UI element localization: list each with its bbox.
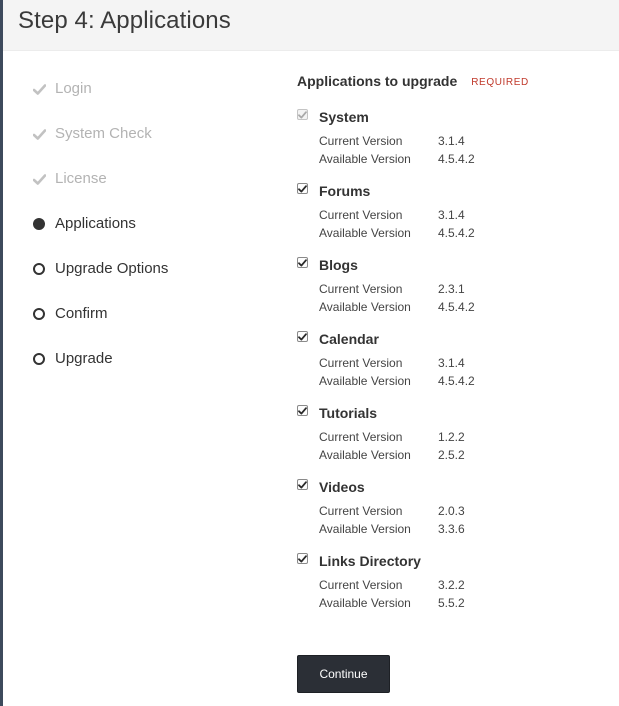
page-header [3,0,619,51]
app-name: Links Directory [319,553,421,569]
current-version-row [319,133,465,149]
current-version-row [319,355,465,371]
available-version-label: Available Version [319,226,411,240]
open-circle-icon [32,307,46,321]
current-version-value: 2.0.3 [438,504,465,518]
app-item [297,330,607,404]
available-version-value: 2.5.2 [438,448,465,462]
available-version-label: Available Version [319,522,411,536]
check-icon [32,82,46,96]
current-version-value: 3.2.2 [438,578,465,592]
step-list [32,79,272,394]
step-label: Applications [55,215,136,232]
step-confirm [32,304,272,349]
app-name: System [319,109,369,125]
available-version-label: Available Version [319,300,411,314]
current-version-row [319,207,465,223]
app-name: Calendar [319,331,379,347]
available-version-label: Available Version [319,152,411,166]
app-item [297,404,607,478]
panel-header [297,71,607,91]
current-version-row [319,577,465,593]
app-name: Tutorials [319,405,378,421]
step-login [32,79,272,124]
app-name: Videos [319,479,365,495]
available-version-label: Available Version [319,596,411,610]
step-upgrade-options [32,259,272,304]
available-version-value: 4.5.4.2 [438,374,475,388]
step-label: Upgrade [55,350,113,367]
available-version-value: 4.5.4.2 [438,226,475,240]
step-system-check [32,124,272,169]
panel-title: Applications to upgrade [297,73,458,89]
available-version-row [319,447,465,463]
available-version-row [319,595,465,611]
current-version-label: Current Version [319,430,403,444]
open-circle-icon [32,352,46,366]
app-checkbox [297,109,308,120]
app-list [297,108,607,626]
current-version-row [319,281,465,297]
app-item [297,256,607,330]
current-version-row [319,429,465,445]
current-version-value: 3.1.4 [438,356,465,370]
app-checkbox[interactable] [297,257,308,268]
app-item [297,478,607,552]
page-title: Step 4: Applications [18,7,231,34]
step-label: Upgrade Options [55,260,169,277]
current-version-label: Current Version [319,208,403,222]
app-item [297,108,607,182]
app-item [297,552,607,626]
current-version-value: 3.1.4 [438,134,465,148]
current-version-label: Current Version [319,578,403,592]
app-checkbox[interactable] [297,331,308,342]
current-version-label: Current Version [319,134,403,148]
current-version-label: Current Version [319,504,403,518]
step-label: System Check [55,125,152,142]
available-version-row [319,373,475,389]
app-checkbox[interactable] [297,405,308,416]
available-version-label: Available Version [319,374,411,388]
current-version-label: Current Version [319,282,403,296]
check-icon [32,127,46,141]
open-circle-icon [32,262,46,276]
app-name: Blogs [319,257,358,273]
current-version-label: Current Version [319,356,403,370]
required-badge: REQUIRED [471,76,529,88]
available-version-value: 4.5.4.2 [438,300,475,314]
applications-panel [297,71,607,610]
available-version-row [319,151,475,167]
app-name: Forums [319,183,371,199]
app-checkbox[interactable] [297,479,308,490]
current-version-value: 1.2.2 [438,430,465,444]
available-version-row [319,521,465,537]
step-upgrade [32,349,272,394]
available-version-label: Available Version [319,448,411,462]
step-applications [32,214,272,259]
step-label: Confirm [55,305,108,322]
window-left-edge [0,0,3,706]
available-version-row [319,225,475,241]
current-version-value: 2.3.1 [438,282,465,296]
filled-circle-icon [32,217,46,231]
check-icon [32,172,46,186]
app-item [297,182,607,256]
step-license [32,169,272,214]
current-version-value: 3.1.4 [438,208,465,222]
available-version-value: 4.5.4.2 [438,152,475,166]
step-label: Login [55,80,92,97]
available-version-row [319,299,475,315]
app-checkbox[interactable] [297,553,308,564]
step-label: License [55,170,107,187]
available-version-value: 5.5.2 [438,596,465,610]
available-version-value: 3.3.6 [438,522,465,536]
continue-button[interactable]: Continue [297,655,390,693]
current-version-row [319,503,465,519]
app-checkbox[interactable] [297,183,308,194]
